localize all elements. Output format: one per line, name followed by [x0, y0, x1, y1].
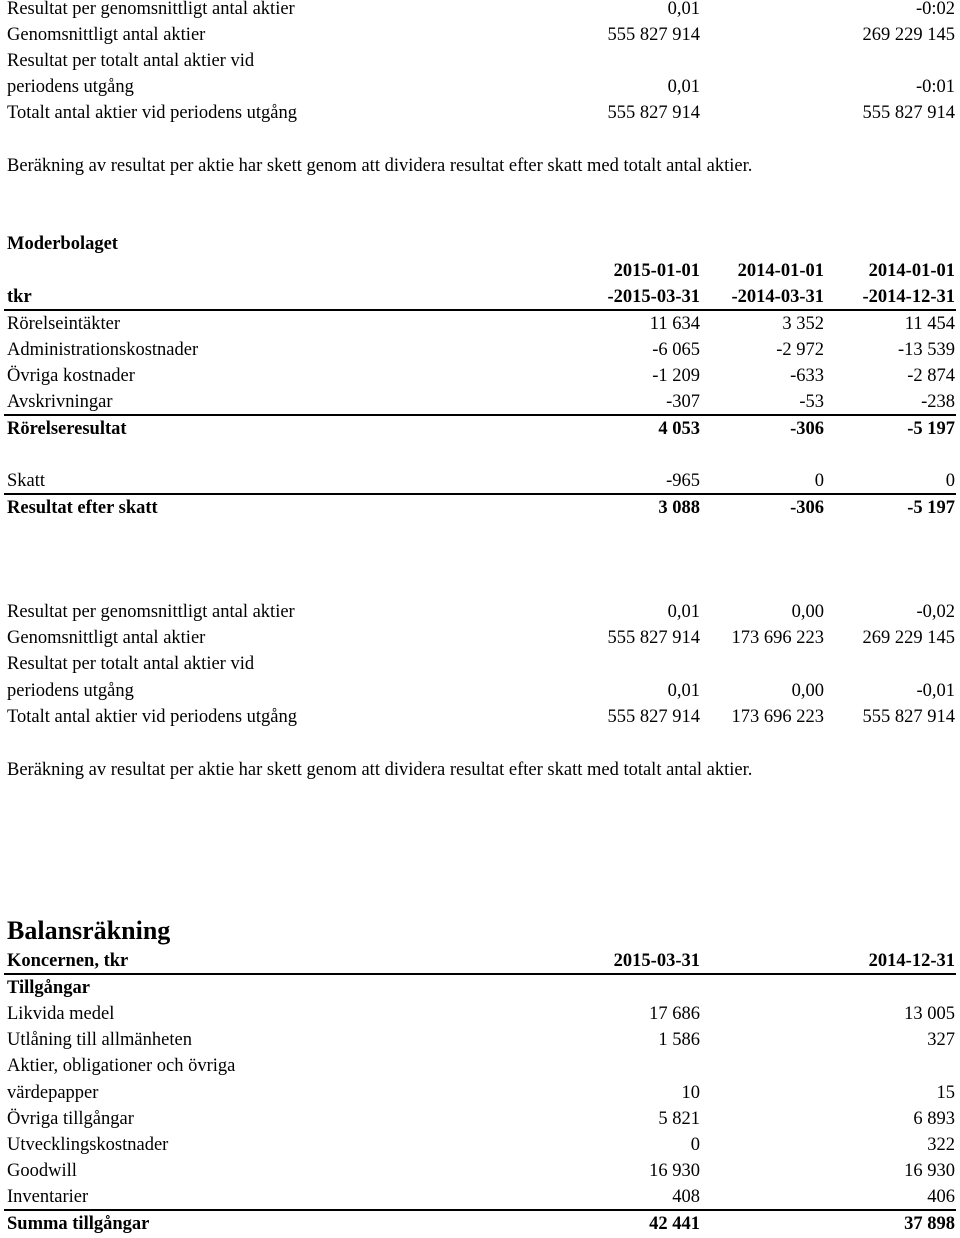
value-col2: -2 972: [776, 340, 824, 360]
table-row: [7, 1184, 955, 1210]
value-col1: 10: [681, 1083, 700, 1103]
value-col2: 0,00: [791, 681, 824, 701]
row-label: Rörelseintäkter: [7, 314, 121, 334]
col2-header: 2014-01-01: [737, 261, 824, 281]
row-label: Genomsnittligt antal aktier: [7, 628, 206, 648]
value-col1: 1 586: [658, 1030, 700, 1050]
row-label: Genomsnittligt antal aktier: [7, 25, 206, 45]
balance-header: [7, 948, 955, 974]
table-row: [7, 311, 955, 337]
value-col3: 16 930: [904, 1161, 955, 1181]
row-label: periodens utgång: [7, 681, 134, 701]
row-label: Övriga tillgångar: [7, 1109, 134, 1129]
table-row: [7, 704, 955, 730]
value-col3: 11 454: [904, 314, 955, 334]
row-label: Skatt: [7, 471, 46, 491]
table-row: [7, 651, 955, 677]
row-label: Resultat per totalt antal aktier vid: [7, 654, 255, 674]
balance-col1-header: 2015-03-31: [613, 951, 700, 971]
footnote: [7, 757, 955, 783]
value-col1: -965: [666, 471, 700, 491]
value-col3: 327: [927, 1030, 955, 1050]
value-col3: -238: [921, 392, 955, 412]
column-header-line1: [7, 258, 955, 284]
table-row: [7, 74, 955, 100]
value-col3: 13 005: [904, 1004, 955, 1024]
footnote-text: Beräkning av resultat per aktie har skett genom att dividera resultat efter skatt med totalt antal aktier.: [7, 156, 753, 176]
value-col2: 173 696 223: [731, 628, 824, 648]
value-q1-2015: 0,01: [667, 0, 700, 19]
value-fy-2014: 269 229 145: [862, 25, 955, 45]
table-row-total: [7, 1211, 955, 1237]
row-label: Totalt antal aktier vid periodens utgång: [7, 707, 297, 727]
value-col3: -0,01: [916, 681, 955, 701]
value-col1: 17 686: [649, 1004, 700, 1024]
table-row-total: [7, 495, 955, 521]
balance-col3-header: 2014-12-31: [868, 951, 955, 971]
value-q1-2015: 555 827 914: [607, 25, 700, 45]
table-row: [7, 1158, 955, 1184]
row-label: Övriga kostnader: [7, 366, 135, 386]
value-col1: 16 930: [649, 1161, 700, 1181]
row-label: Resultat efter skatt: [7, 498, 158, 518]
table-row: [7, 625, 955, 651]
row-label: Resultat per genomsnittligt antal aktier: [7, 0, 295, 19]
value-q1-2015: 555 827 914: [607, 103, 700, 123]
value-col3: -13 539: [897, 340, 955, 360]
table-row-subtotal: [7, 416, 955, 442]
value-col1: 4 053: [658, 419, 700, 439]
row-label: Resultat per genomsnittligt antal aktier: [7, 602, 295, 622]
table-row: [7, 1080, 955, 1106]
footnote: [7, 153, 955, 179]
value-col3: 555 827 914: [862, 707, 955, 727]
table-row: [7, 1001, 955, 1027]
value-col3: 37 898: [904, 1214, 955, 1234]
value-col3: -2 874: [907, 366, 955, 386]
value-col3: 6 893: [913, 1109, 955, 1129]
row-label: Aktier, obligationer och övriga: [7, 1056, 236, 1076]
value-col2: 3 352: [782, 314, 824, 334]
section-label-text: Tillgångar: [7, 978, 90, 998]
row-label: Resultat per totalt antal aktier vid: [7, 51, 255, 71]
row-label: Totalt antal aktier vid periodens utgång: [7, 103, 297, 123]
value-col1: 0,01: [667, 602, 700, 622]
value-col2: 173 696 223: [731, 707, 824, 727]
col3-header: -2014-12-31: [862, 287, 955, 307]
value-fy-2014: 555 827 914: [862, 103, 955, 123]
value-col1: 5 821: [658, 1109, 700, 1129]
value-q1-2015: 0,01: [667, 77, 700, 97]
row-label: Goodwill: [7, 1161, 77, 1181]
value-col3: 406: [927, 1187, 955, 1207]
table-row: [7, 678, 955, 704]
value-col3: 322: [927, 1135, 955, 1155]
table-row: [7, 599, 955, 625]
col1-header: -2015-03-31: [607, 287, 700, 307]
col1-header: 2015-01-01: [613, 261, 700, 281]
value-col1: -307: [666, 392, 700, 412]
row-label: Administrationskostnader: [7, 340, 199, 360]
row-label: Likvida medel: [7, 1004, 115, 1024]
value-col1: 42 441: [649, 1214, 700, 1234]
row-label: värdepapper: [7, 1083, 99, 1103]
row-label: Inventarier: [7, 1187, 89, 1207]
value-col1: 0,01: [667, 681, 700, 701]
value-col3: -5 197: [907, 419, 955, 439]
table-row: [7, 337, 955, 363]
value-fy-2014: -0:01: [915, 77, 955, 97]
table-row: [7, 1132, 955, 1158]
table-row: [7, 1053, 955, 1079]
row-label: Avskrivningar: [7, 392, 113, 412]
value-col1: 555 827 914: [607, 707, 700, 727]
value-col2: -53: [799, 392, 824, 412]
col3-header: 2014-01-01: [868, 261, 955, 281]
table-row: [7, 363, 955, 389]
value-fy-2014: -0:02: [915, 0, 955, 19]
row-label: Summa tillgångar: [7, 1214, 150, 1234]
section-title: [7, 231, 955, 257]
value-col1: 408: [672, 1187, 700, 1207]
value-col2: -306: [790, 498, 824, 518]
value-col2: -633: [790, 366, 824, 386]
table-row: [7, 1106, 955, 1132]
footnote-text: Beräkning av resultat per aktie har skett genom att dividera resultat efter skatt med totalt antal aktier.: [7, 760, 753, 780]
balance-header-label: Koncernen, tkr: [7, 951, 129, 971]
table-row: [7, 22, 955, 48]
value-col1: -1 209: [652, 366, 700, 386]
column-header-line2: [7, 284, 955, 310]
value-col2: 0: [814, 471, 824, 491]
value-col1: -6 065: [652, 340, 700, 360]
value-col1: 0: [690, 1135, 700, 1155]
balance-sheet-title: Balansräkning: [7, 916, 171, 945]
table-row: [7, 48, 955, 74]
value-col2: -306: [790, 419, 824, 439]
section-title-text: Moderbolaget: [7, 234, 118, 254]
value-col3: -0,02: [916, 602, 955, 622]
row-label: periodens utgång: [7, 77, 134, 97]
table-row: [7, 100, 955, 126]
table-row: [7, 0, 955, 22]
table-row: [7, 389, 955, 415]
row-label: Utvecklingskostnader: [7, 1135, 169, 1155]
value-col3: 269 229 145: [862, 628, 955, 648]
value-col1: 555 827 914: [607, 628, 700, 648]
value-col3: -5 197: [907, 498, 955, 518]
row-label: Rörelseresultat: [7, 419, 127, 439]
value-col3: 15: [936, 1083, 955, 1103]
value-col2: 0,00: [791, 602, 824, 622]
col2-header: -2014-03-31: [731, 287, 824, 307]
row-label: Utlåning till allmänheten: [7, 1030, 192, 1050]
table-row: [7, 1027, 955, 1053]
unit-label: tkr: [7, 287, 32, 307]
table-row: [7, 468, 955, 494]
value-col1: 11 634: [649, 314, 700, 334]
value-col3: 0: [945, 471, 955, 491]
value-col1: 3 088: [658, 498, 700, 518]
section-label: [7, 975, 955, 1001]
